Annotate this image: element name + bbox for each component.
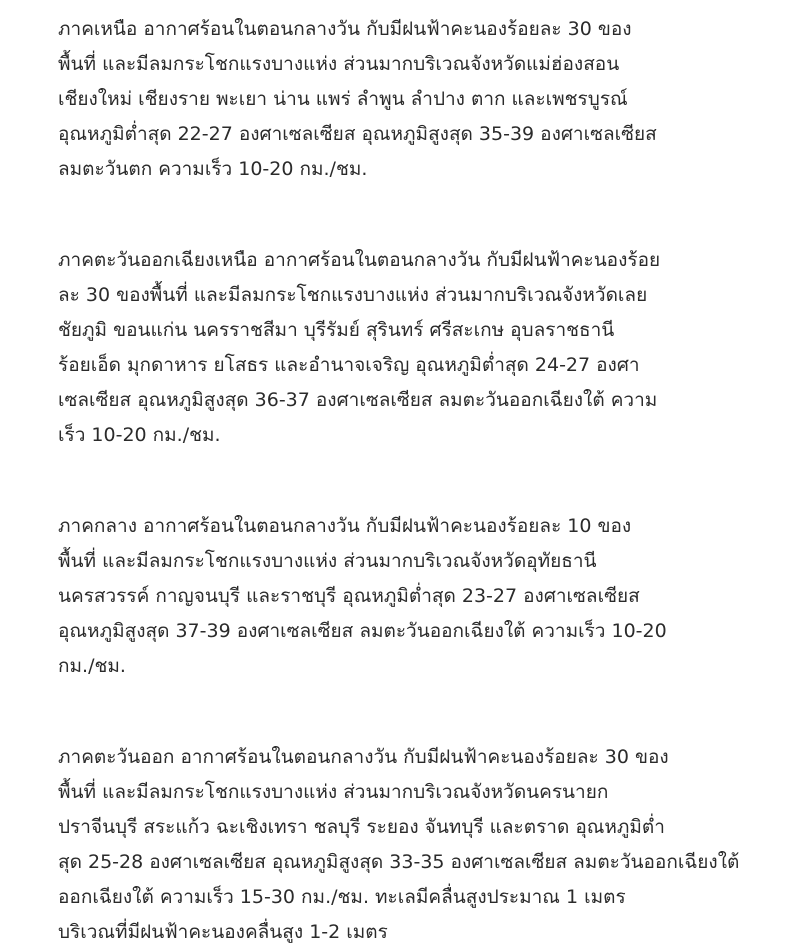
paragraph-line: ภาคเหนือ อากาศร้อนในตอนกลางวัน กับมีฝนฟ้าคะนองร้อยละ 30 ของ (58, 18, 632, 40)
paragraph-line: ลมตะวันตก ความเร็ว 10-20 กม./ชม. (58, 158, 368, 180)
forecast-paragraph-east (58, 740, 738, 950)
paragraph-line: พื้นที่ และมีลมกระโชกแรงบางแห่ง ส่วนมากบริเวณจังหวัดแม่ฮ่องสอน (58, 53, 620, 75)
paragraph-line: ออกเฉียงใต้ ความเร็ว 15-30 กม./ชม. ทะเลมีคลื่นสูงประมาณ 1 เมตร (58, 886, 626, 908)
paragraph-line: ละ 30 ของพื้นที่ และมีลมกระโชกแรงบางแห่ง ส่วนมากบริเวณจังหวัดเลย (58, 284, 648, 306)
paragraph-line: ภาคตะวันออกเฉียงเหนือ อากาศร้อนในตอนกลางวัน กับมีฝนฟ้าคะนองร้อย (58, 249, 661, 271)
paragraph-line: ปราจีนบุรี สระแก้ว ฉะเชิงเทรา ชลบุรี ระยอง จันทบุรี และตราด อุณหภูมิต่ำ (58, 816, 665, 838)
forecast-paragraph-northeast (58, 243, 738, 453)
paragraph-line: อุณหภูมิต่ำสุด 22-27 องศาเซลเซียส อุณหภูมิสูงสุด 35-39 องศาเซลเซียส (58, 123, 657, 145)
paragraph-line: ชัยภูมิ ขอนแก่น นครราชสีมา บุรีรัมย์ สุรินทร์ ศรีสะเกษ อุบลราชธานี (58, 319, 615, 341)
paragraph-line: เชียงใหม่ เชียงราย พะเยา น่าน แพร่ ลำพูน ลำปาง ตาก และเพชรบูรณ์ (58, 88, 628, 110)
paragraph-line: ภาคตะวันออก อากาศร้อนในตอนกลางวัน กับมีฝนฟ้าคะนองร้อยละ 30 ของ (58, 746, 669, 768)
paragraph-line: กม./ชม. (58, 655, 126, 677)
paragraph-line: พื้นที่ และมีลมกระโชกแรงบางแห่ง ส่วนมากบริเวณจังหวัดอุทัยธานี (58, 550, 597, 572)
forecast-paragraph-central (58, 509, 738, 684)
paragraph-line: บริเวณที่มีฝนฟ้าคะนองคลื่นสูง 1-2 เมตร (58, 921, 388, 943)
paragraph-line: อุณหภูมิสูงสุด 37-39 องศาเซลเซียส ลมตะวันออกเฉียงใต้ ความเร็ว 10-20 (58, 620, 667, 642)
paragraph-line: พื้นที่ และมีลมกระโชกแรงบางแห่ง ส่วนมากบริเวณจังหวัดนครนายก (58, 781, 609, 803)
paragraph-line: เซลเซียส อุณหภูมิสูงสุด 36-37 องศาเซลเซียส ลมตะวันออกเฉียงใต้ ความ (58, 389, 658, 411)
paragraph-line: เร็ว 10-20 กม./ชม. (58, 424, 221, 446)
forecast-paragraph-north (58, 12, 738, 187)
paragraph-line: นครสวรรค์ กาญจนบุรี และราชบุรี อุณหภูมิต่ำสุด 23-27 องศาเซลเซียส (58, 585, 640, 607)
weather-forecast-article (58, 12, 738, 950)
paragraph-line: สุด 25-28 องศาเซลเซียส อุณหภูมิสูงสุด 33-35 องศาเซลเซียส ลมตะวันออกเฉียงใต้ (58, 851, 740, 873)
paragraph-line: ร้อยเอ็ด มุกดาหาร ยโสธร และอำนาจเจริญ อุณหภูมิต่ำสุด 24-27 องศา (58, 354, 640, 376)
paragraph-line: ภาคกลาง อากาศร้อนในตอนกลางวัน กับมีฝนฟ้าคะนองร้อยละ 10 ของ (58, 515, 632, 537)
